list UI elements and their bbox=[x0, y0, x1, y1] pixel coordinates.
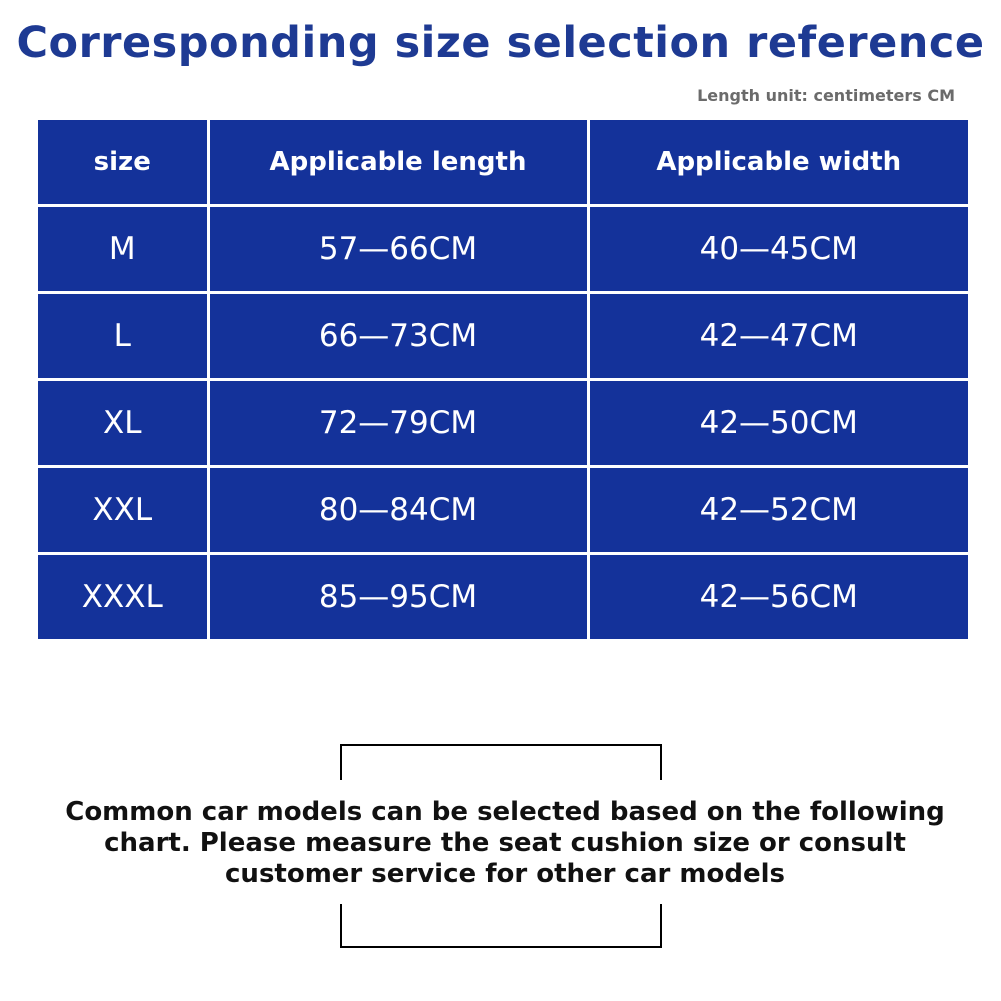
car-model-note bbox=[40, 797, 970, 890]
table-row bbox=[38, 380, 968, 467]
note-line: Common car models can be selected based on the following bbox=[65, 797, 945, 827]
cell-width: 42—47CM bbox=[588, 293, 968, 380]
table-row bbox=[38, 554, 968, 640]
cell-width: 42—50CM bbox=[588, 380, 968, 467]
bracket-top-decoration bbox=[340, 744, 662, 780]
size-table bbox=[38, 120, 968, 639]
cell-size: XXXL bbox=[38, 554, 208, 640]
bracket-bottom-decoration bbox=[340, 904, 662, 948]
cell-size: XXL bbox=[38, 467, 208, 554]
unit-note: Length unit: centimeters CM bbox=[697, 86, 955, 105]
header-size: size bbox=[38, 120, 208, 206]
table-row bbox=[38, 206, 968, 293]
cell-width: 42—56CM bbox=[588, 554, 968, 640]
cell-length: 72—79CM bbox=[208, 380, 588, 467]
table-header-row bbox=[38, 120, 968, 206]
cell-length: 80—84CM bbox=[208, 467, 588, 554]
cell-size: XL bbox=[38, 380, 208, 467]
header-length: Applicable length bbox=[208, 120, 588, 206]
cell-length: 57—66CM bbox=[208, 206, 588, 293]
cell-width: 42—52CM bbox=[588, 467, 968, 554]
cell-width: 40—45CM bbox=[588, 206, 968, 293]
cell-length: 66—73CM bbox=[208, 293, 588, 380]
page-title: Corresponding size selection reference bbox=[16, 18, 985, 68]
table-row bbox=[38, 293, 968, 380]
note-line: customer service for other car models bbox=[225, 859, 785, 889]
cell-length: 85—95CM bbox=[208, 554, 588, 640]
header-width: Applicable width bbox=[588, 120, 968, 206]
note-line: chart. Please measure the seat cushion size or consult bbox=[104, 828, 906, 858]
cell-size: L bbox=[38, 293, 208, 380]
cell-size: M bbox=[38, 206, 208, 293]
table-row bbox=[38, 467, 968, 554]
